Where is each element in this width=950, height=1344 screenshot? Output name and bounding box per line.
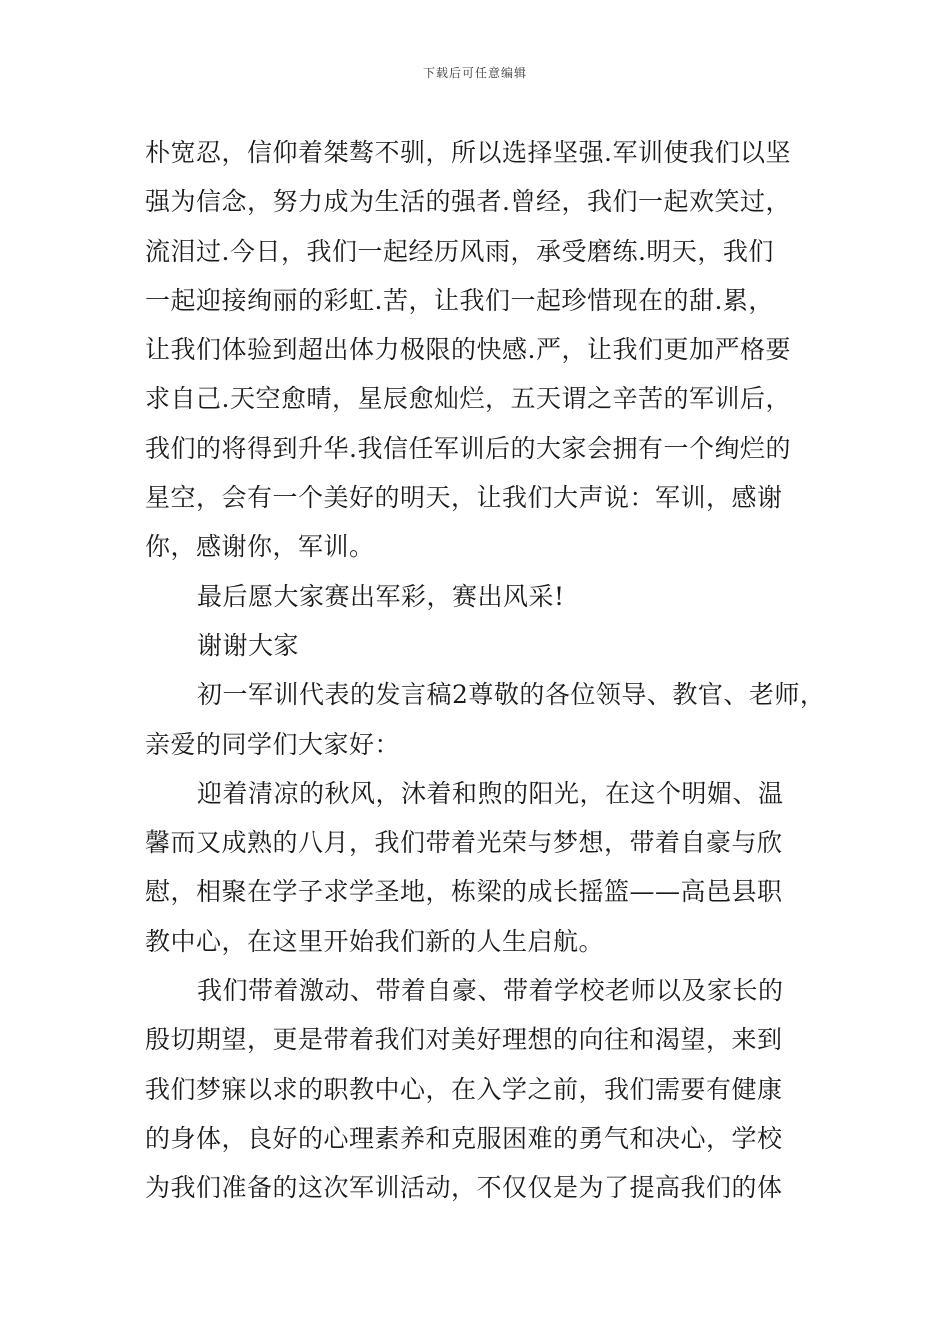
text-line: 强为信念，努力成为生活的强者.曾经，我们一起欢笑过， xyxy=(145,187,791,217)
text-line: 慰，相聚在学子求学圣地，栋梁的成长摇篮——高邑县职 xyxy=(145,877,783,907)
text-line: 流泪过.今日，我们一起经历风雨，承受磨练.明天，我们 xyxy=(145,236,774,266)
text-line: 你，感谢你，军训。 xyxy=(145,532,375,562)
text-line: 迎着清凉的秋风，沐着和煦的阳光，在这个明媚、温 xyxy=(197,778,784,808)
text-line: 初一军训代表的发言稿2尊敬的各位领导、教官、老师， xyxy=(197,680,826,710)
text-line: 我们的将得到升华.我信任军训后的大家会拥有一个绚烂的 xyxy=(145,433,791,463)
text-line: 求自己.天空愈晴，星辰愈灿烂，五天谓之辛苦的军训后， xyxy=(145,384,791,414)
text-line: 亲爱的同学们大家好： xyxy=(145,729,401,759)
text-line: 的身体，良好的心理素养和克服困难的勇气和决心，学校 xyxy=(145,1123,783,1153)
text-line: 谢谢大家 xyxy=(197,630,300,660)
text-line: 最后愿大家赛出军彩，赛出风采! xyxy=(197,581,565,611)
text-line: 为我们准备的这次军训活动，不仅仅是为了提高我们的体 xyxy=(145,1173,783,1203)
text-line: 我们带着激动、带着自豪、带着学校老师以及家长的 xyxy=(197,976,784,1006)
text-line: 殷切期望，更是带着我们对美好理想的向往和渴望，来到 xyxy=(145,1025,783,1055)
text-line: 一起迎接绚丽的彩虹.苦，让我们一起珍惜现在的甜.累， xyxy=(145,285,774,315)
text-line: 星空，会有一个美好的明天，让我们大声说：军训，感谢 xyxy=(145,483,783,513)
text-line: 教中心，在这里开始我们新的人生启航。 xyxy=(145,926,605,956)
text-line: 我们梦寐以求的职教中心，在入学之前，我们需要有健康 xyxy=(145,1074,783,1104)
text-line: 馨而又成熟的八月，我们带着光荣与梦想，带着自豪与欣 xyxy=(145,828,783,858)
header-note: 下载后可任意编辑 xyxy=(422,66,527,80)
text-line: 朴宽忍，信仰着桀骜不驯，所以选择坚强.军训使我们以坚 xyxy=(145,138,791,167)
document-body xyxy=(145,128,825,1213)
text-line: 让我们体验到超出体力极限的快感.严，让我们更加严格要 xyxy=(145,335,791,365)
